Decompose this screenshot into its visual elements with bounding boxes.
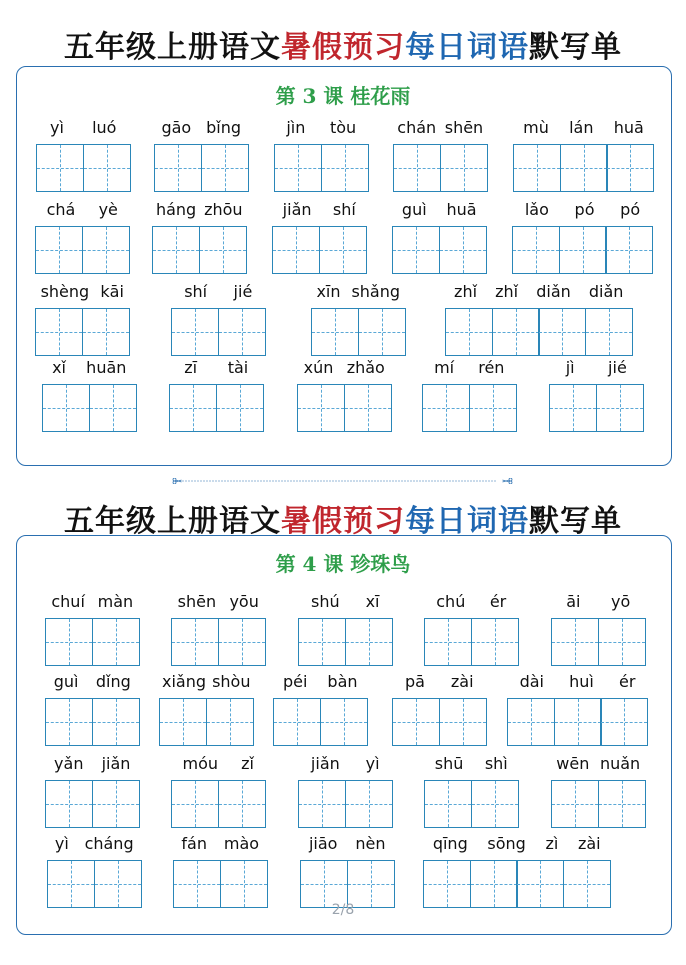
tianzige-box[interactable] (173, 860, 221, 908)
vocab-word (298, 592, 393, 672)
pinyin-syllable: chuí (51, 592, 85, 611)
title-part: 五年级上册语文 (64, 504, 281, 539)
vocab-word (152, 200, 247, 280)
pinyin-line (513, 118, 654, 140)
tianzige-box[interactable] (344, 384, 392, 432)
tianzige-box[interactable] (551, 780, 599, 828)
writing-grid (47, 860, 140, 908)
tianzige-box[interactable] (35, 226, 83, 274)
tianzige-box[interactable] (152, 226, 200, 274)
tianzige-box[interactable] (424, 780, 472, 828)
pinyin-syllable: huì (569, 672, 594, 691)
writing-grid (169, 384, 262, 432)
tianzige-box[interactable] (274, 144, 322, 192)
pinyin-line (298, 754, 393, 776)
writing-grid (35, 226, 128, 274)
pinyin-syllable: jiāo (308, 834, 338, 853)
writing-grid (393, 144, 486, 192)
pinyin-syllable: zhǐ (495, 282, 519, 301)
tianzige-box[interactable] (311, 308, 359, 356)
tianzige-box[interactable] (347, 860, 395, 908)
writing-grid (272, 226, 365, 274)
vocab-word (512, 200, 653, 280)
pinyin-line (300, 834, 395, 856)
tianzige-box[interactable] (516, 860, 564, 908)
tianzige-box[interactable] (199, 226, 247, 274)
tianzige-box[interactable] (598, 618, 646, 666)
tianzige-box[interactable] (169, 384, 217, 432)
vocab-word (45, 592, 140, 672)
tianzige-box[interactable] (471, 618, 519, 666)
title-part: 五年级上册语文 (64, 30, 281, 65)
writing-grid (159, 698, 252, 746)
pinyin-line (549, 358, 644, 380)
tianzige-box[interactable] (538, 308, 586, 356)
writing-grid (512, 226, 652, 274)
pinyin-syllable: zhōu (204, 200, 243, 219)
page-indicator: 2/8 (331, 902, 355, 918)
pinyin-line (42, 358, 137, 380)
tianzige-box[interactable] (358, 308, 406, 356)
pinyin-syllable: diǎn (536, 282, 571, 301)
tianzige-box[interactable] (298, 780, 346, 828)
pinyin-syllable: zhǎo (346, 358, 385, 377)
vocab-word (45, 754, 140, 834)
tianzige-box[interactable] (272, 226, 320, 274)
pinyin-syllable: guì (401, 200, 427, 219)
pinyin-line (47, 834, 142, 856)
writing-grid (392, 226, 485, 274)
tianzige-box[interactable] (605, 226, 653, 274)
tianzige-box[interactable] (585, 308, 633, 356)
pinyin-syllable: kāi (100, 282, 124, 301)
tianzige-box[interactable] (551, 618, 599, 666)
tianzige-box[interactable] (82, 226, 130, 274)
tianzige-box[interactable] (439, 698, 487, 746)
tianzige-box[interactable] (321, 144, 369, 192)
pinyin-line (507, 672, 648, 694)
tianzige-box[interactable] (45, 618, 93, 666)
pinyin-syllable: shí (184, 282, 208, 301)
tianzige-box[interactable] (201, 144, 249, 192)
tianzige-box[interactable] (171, 308, 219, 356)
pinyin-line (154, 118, 249, 140)
pinyin-syllable: āi (566, 592, 581, 611)
pinyin-syllable: pó (620, 200, 641, 219)
tianzige-box[interactable] (92, 780, 140, 828)
pinyin-syllable: zài (577, 834, 601, 853)
writing-grid (273, 698, 366, 746)
title-part: 默写单 (529, 504, 622, 539)
tianzige-box[interactable] (469, 384, 517, 432)
tianzige-box[interactable] (606, 144, 654, 192)
pinyin-syllable: qīng (432, 834, 468, 853)
vocab-word (272, 200, 367, 280)
tianzige-box[interactable] (171, 618, 219, 666)
writing-grid (171, 618, 264, 666)
tianzige-box[interactable] (218, 618, 266, 666)
vocab-word (42, 358, 137, 438)
vocab-word (311, 282, 406, 362)
writing-grid (551, 618, 644, 666)
tianzige-box[interactable] (273, 698, 321, 746)
pinyin-syllable: jiǎn (310, 754, 340, 773)
pinyin-syllable: móu (182, 754, 219, 773)
pinyin-line (159, 672, 254, 694)
pinyin-syllable: yì (54, 834, 69, 853)
pinyin-syllable: yì (50, 118, 64, 137)
tianzige-box[interactable] (298, 618, 346, 666)
tianzige-box[interactable] (45, 780, 93, 828)
pinyin-syllable: gāo (161, 118, 192, 137)
pinyin-syllable: huān (86, 358, 127, 377)
tianzige-box[interactable] (424, 618, 472, 666)
tianzige-box[interactable] (345, 618, 393, 666)
writing-grid (45, 618, 138, 666)
pinyin-syllable: shì (484, 754, 508, 773)
pinyin-syllable: xún (303, 358, 334, 377)
pinyin-line (424, 754, 519, 776)
writing-grid (513, 144, 653, 192)
tianzige-box[interactable] (42, 384, 90, 432)
tianzige-box[interactable] (320, 698, 368, 746)
tianzige-box[interactable] (393, 144, 441, 192)
vocab-word (171, 282, 266, 362)
vocab-word (154, 118, 249, 198)
pinyin-syllable: zǐ (241, 754, 254, 773)
vocab-word (35, 282, 130, 362)
tianzige-box[interactable] (507, 698, 555, 746)
pinyin-syllable: jiǎn (101, 754, 131, 773)
pinyin-syllable: shēn (444, 118, 484, 137)
tianzige-box[interactable] (513, 144, 561, 192)
tianzige-box[interactable] (392, 226, 440, 274)
pinyin-syllable: zhǐ (454, 282, 478, 301)
tianzige-box[interactable] (598, 780, 646, 828)
pinyin-syllable: wēn (556, 754, 590, 773)
writing-grid (45, 780, 138, 828)
tianzige-box[interactable] (471, 780, 519, 828)
pinyin-line (393, 118, 488, 140)
pinyin-syllable: xīn (316, 282, 341, 301)
writing-grid (45, 698, 138, 746)
pinyin-syllable: nuǎn (599, 754, 641, 773)
tianzige-box[interactable] (92, 618, 140, 666)
tianzige-box[interactable] (220, 860, 268, 908)
writing-grid (274, 144, 367, 192)
vocab-word (298, 754, 393, 834)
tianzige-box[interactable] (218, 780, 266, 828)
tianzige-box[interactable] (512, 226, 560, 274)
tianzige-box[interactable] (445, 308, 493, 356)
writing-grid (311, 308, 404, 356)
pinyin-syllable: zài (450, 672, 474, 691)
writing-grid (36, 144, 129, 192)
pinyin-syllable: zì (545, 834, 559, 853)
tianzige-box[interactable] (470, 860, 518, 908)
pinyin-syllable: lǎo (524, 200, 549, 219)
tianzige-box[interactable] (171, 780, 219, 828)
tianzige-box[interactable] (82, 308, 130, 356)
pinyin-syllable: chú (436, 592, 466, 611)
tianzige-box[interactable] (492, 308, 540, 356)
tianzige-box[interactable] (440, 144, 488, 192)
pinyin-syllable: xī (365, 592, 380, 611)
pinyin-syllable: jié (608, 358, 627, 377)
pinyin-syllable: shòu (212, 672, 251, 691)
pinyin-line (169, 358, 264, 380)
tianzige-box[interactable] (600, 698, 648, 746)
pinyin-syllable: màn (97, 592, 134, 611)
writing-grid (424, 618, 517, 666)
pinyin-line (512, 200, 653, 222)
pinyin-syllable: mí (434, 358, 455, 377)
tianzige-box[interactable] (563, 860, 611, 908)
pinyin-syllable: zī (184, 358, 198, 377)
pinyin-syllable: shí (332, 200, 356, 219)
pinyin-line (445, 282, 633, 304)
tianzige-box[interactable] (45, 698, 93, 746)
tianzige-box[interactable] (345, 780, 393, 828)
lesson-heading: 第 4 课 珍珠鸟 (275, 552, 411, 576)
tianzige-box[interactable] (422, 384, 470, 432)
tianzige-box[interactable] (216, 384, 264, 432)
pinyin-line (35, 282, 130, 304)
pinyin-line (311, 282, 406, 304)
pinyin-syllable: péi (282, 672, 308, 691)
pinyin-syllable: ér (618, 672, 636, 691)
pinyin-syllable: tòu (329, 118, 357, 137)
pinyin-line (274, 118, 369, 140)
title-part: 暑假预习 (281, 30, 405, 65)
vocab-word (392, 672, 487, 752)
pinyin-syllable: guì (53, 672, 79, 691)
pinyin-syllable: shēn (177, 592, 217, 611)
pinyin-syllable: shǎng (351, 282, 401, 301)
writing-grid (507, 698, 647, 746)
pinyin-line (424, 592, 519, 614)
pinyin-line (171, 282, 266, 304)
lesson-heading: 第 3 课 桂花雨 (275, 84, 411, 108)
pinyin-syllable: dài (519, 672, 544, 691)
title-part: 默写单 (529, 30, 622, 65)
pinyin-syllable: mào (223, 834, 260, 853)
writing-grid (300, 860, 393, 908)
tianzige-box[interactable] (596, 384, 644, 432)
writing-grid (298, 618, 391, 666)
pinyin-syllable: tài (227, 358, 249, 377)
title-part: 暑假预习 (281, 504, 405, 539)
pinyin-line (297, 358, 392, 380)
pinyin-syllable: háng (155, 200, 197, 219)
writing-grid (42, 384, 135, 432)
tianzige-box[interactable] (94, 860, 142, 908)
pinyin-syllable: mù (523, 118, 549, 137)
tianzige-box[interactable] (549, 384, 597, 432)
tianzige-box[interactable] (560, 144, 608, 192)
pinyin-syllable: shèng (40, 282, 90, 301)
pinyin-line (45, 672, 140, 694)
pinyin-syllable: yì (365, 754, 380, 773)
pinyin-syllable: jié (233, 282, 253, 301)
pinyin-syllable: jìn (286, 118, 306, 137)
pinyin-syllable: bàn (327, 672, 358, 691)
pinyin-syllable: pó (574, 200, 595, 219)
scissors-left-icon (173, 478, 182, 484)
tianzige-box[interactable] (392, 698, 440, 746)
pinyin-syllable: xiǎng (162, 672, 207, 691)
pinyin-syllable: chán (397, 118, 437, 137)
pinyin-line (45, 754, 140, 776)
pinyin-line (173, 834, 268, 856)
tianzige-box[interactable] (92, 698, 140, 746)
title-part: 每日词语 (405, 30, 529, 65)
vocab-word (392, 200, 487, 280)
pinyin-line (298, 592, 393, 614)
writing-grid (154, 144, 247, 192)
tianzige-box[interactable] (423, 860, 471, 908)
pinyin-syllable: rén (478, 358, 505, 377)
pinyin-line (272, 200, 367, 222)
pinyin-line (422, 358, 517, 380)
pinyin-line (423, 834, 611, 856)
writing-grid (549, 384, 642, 432)
tianzige-box[interactable] (206, 698, 254, 746)
vocab-word (513, 118, 654, 198)
tianzige-box[interactable] (554, 698, 602, 746)
tianzige-box[interactable] (47, 860, 95, 908)
pinyin-syllable: bǐng (206, 118, 242, 137)
tianzige-box[interactable] (559, 226, 607, 274)
vocab-word (424, 592, 519, 672)
vocab-word (169, 358, 264, 438)
vocab-word (424, 754, 519, 834)
tianzige-box[interactable] (300, 860, 348, 908)
pinyin-line (45, 592, 140, 614)
pinyin-line (392, 672, 487, 694)
vocab-word (36, 118, 131, 198)
pinyin-syllable: yè (98, 200, 118, 219)
pinyin-syllable: shū (434, 754, 464, 773)
pinyin-syllable: nèn (355, 834, 386, 853)
pinyin-syllable: yōu (229, 592, 259, 611)
pinyin-syllable: shú (310, 592, 340, 611)
pinyin-syllable: jiǎn (282, 200, 312, 219)
worksheet-title (0, 496, 686, 540)
tianzige-box[interactable] (218, 308, 266, 356)
writing-grid (423, 860, 609, 908)
pinyin-syllable: fán (181, 834, 207, 853)
pinyin-line (152, 200, 247, 222)
vocab-word (507, 672, 648, 752)
writing-grid (152, 226, 245, 274)
vocab-word (551, 592, 646, 672)
pinyin-line (273, 672, 368, 694)
vocab-word (35, 200, 130, 280)
writing-grid (171, 308, 264, 356)
vocab-word (445, 282, 633, 362)
pinyin-line (551, 754, 646, 776)
writing-grid (298, 780, 391, 828)
writing-grid (297, 384, 390, 432)
pinyin-syllable: huā (613, 118, 644, 137)
worksheet-title (0, 22, 686, 66)
writing-grid (173, 860, 266, 908)
vocab-word (45, 672, 140, 752)
pinyin-line (35, 200, 130, 222)
pinyin-syllable: dǐng (95, 672, 131, 691)
tianzige-box[interactable] (89, 384, 137, 432)
pinyin-syllable: ér (489, 592, 507, 611)
pinyin-line (171, 592, 266, 614)
pinyin-syllable: xǐ (52, 358, 66, 377)
pinyin-syllable: diǎn (588, 282, 624, 301)
vocab-word (159, 672, 254, 752)
pinyin-line (36, 118, 131, 140)
tianzige-box[interactable] (36, 144, 84, 192)
scissor-divider (0, 478, 686, 484)
pinyin-line (171, 754, 266, 776)
title-part: 每日词语 (405, 504, 529, 539)
tianzige-box[interactable] (297, 384, 345, 432)
writing-grid (422, 384, 515, 432)
vocab-word (297, 358, 392, 438)
pinyin-line (392, 200, 487, 222)
vocab-word (551, 754, 646, 834)
pinyin-syllable: luó (92, 118, 117, 137)
pinyin-syllable: lán (569, 118, 594, 137)
pinyin-syllable: huā (446, 200, 477, 219)
pinyin-line (551, 592, 646, 614)
writing-grid (171, 780, 264, 828)
vocab-word (549, 358, 644, 438)
writing-grid (392, 698, 485, 746)
pinyin-syllable: jì (565, 358, 575, 377)
tianzige-box[interactable] (439, 226, 487, 274)
scissors-right-icon (503, 478, 513, 484)
writing-grid (551, 780, 644, 828)
pinyin-syllable: chá (46, 200, 76, 219)
tianzige-box[interactable] (159, 698, 207, 746)
vocab-word (171, 592, 266, 672)
pinyin-syllable: sōng (487, 834, 526, 853)
vocab-word (422, 358, 517, 438)
pinyin-syllable: yō (610, 592, 631, 611)
tianzige-box[interactable] (35, 308, 83, 356)
tianzige-box[interactable] (83, 144, 131, 192)
tianzige-box[interactable] (154, 144, 202, 192)
pinyin-syllable: cháng (84, 834, 134, 853)
writing-grid (35, 308, 128, 356)
vocab-word (274, 118, 369, 198)
pinyin-syllable: yǎn (54, 754, 84, 773)
writing-grid (445, 308, 631, 356)
writing-grid (424, 780, 517, 828)
vocab-word (273, 672, 368, 752)
pinyin-syllable: pā (404, 672, 425, 691)
vocab-word (171, 754, 266, 834)
vocab-word (393, 118, 488, 198)
tianzige-box[interactable] (319, 226, 367, 274)
